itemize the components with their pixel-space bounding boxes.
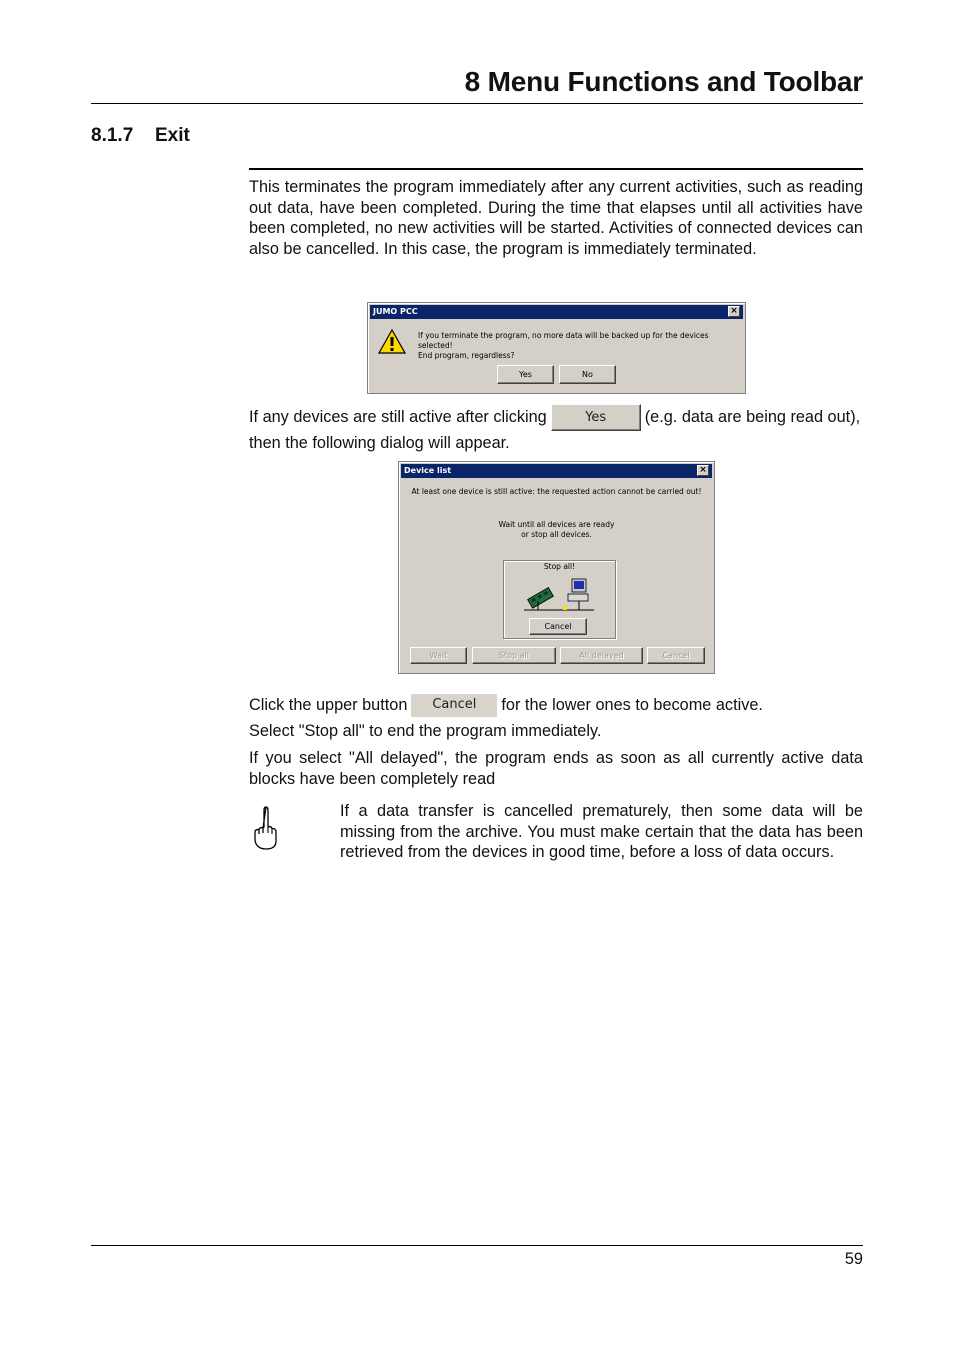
close-button[interactable]: × bbox=[697, 465, 709, 476]
footer-rule bbox=[91, 1245, 863, 1246]
section-title: Exit bbox=[155, 125, 190, 146]
section-number: 8.1.7 bbox=[91, 125, 134, 146]
dialog-instruction-line: Wait until all devices are ready bbox=[498, 520, 615, 529]
stop-all-button[interactable]: Stop all bbox=[472, 647, 556, 664]
dialog-title: JUMO PCC bbox=[373, 307, 418, 316]
dialog-message: At least one device is still active: the requested action cannot be carried out! bbox=[411, 487, 702, 496]
inline-cancel-button: Cancel bbox=[411, 694, 497, 717]
intro-paragraph: This terminates the program immediately after any current activities, such as reading out data, have been completed. During the time that elapses until all activities have been completed, no new activities will be started. Activities of connected devices can also be cancelled. In this case, the program is immediately terminated. bbox=[249, 178, 863, 259]
chapter-title: 8 Menu Functions and Toolbar bbox=[464, 66, 863, 97]
pointing-hand-icon bbox=[252, 805, 278, 851]
page-number: 59 bbox=[844, 1250, 863, 1268]
all-delayed-paragraph: If you select "All delayed", the program ends as soon as all currently active data blocks have been completely read bbox=[249, 749, 863, 788]
close-button[interactable]: × bbox=[728, 306, 740, 317]
dialog-titlebar bbox=[370, 305, 743, 319]
inline-yes-button: Yes bbox=[551, 404, 641, 431]
exit-confirm-dialog bbox=[367, 302, 746, 394]
after-yes-paragraph bbox=[249, 404, 863, 455]
dialog-message-line: End program, regardless? bbox=[418, 351, 515, 360]
wait-button[interactable]: Wait bbox=[410, 647, 467, 664]
device-list-dialog bbox=[398, 461, 715, 674]
section-heading bbox=[91, 125, 190, 147]
header-rule bbox=[91, 103, 863, 104]
group-label: Stop all! bbox=[543, 562, 576, 571]
dialog-title: Device list bbox=[404, 466, 452, 475]
warning-icon bbox=[378, 329, 406, 355]
note-paragraph: If a data transfer is cancelled prematurely, then some data will be missing from the archive. You must make certain that the data has been retrieved from the devices in good time, before a loss of data occurs. bbox=[340, 802, 863, 862]
paragraph-text: for the lower ones to become active. bbox=[501, 696, 763, 714]
dialog-instruction bbox=[399, 520, 714, 540]
paragraph-text: (e.g. data are being read out), then the following dialog will appear. bbox=[249, 407, 861, 452]
stop-all-group bbox=[503, 560, 616, 639]
network-devices-icon bbox=[524, 577, 596, 613]
all-delayed-button[interactable]: All delayed bbox=[560, 647, 643, 664]
stop-all-paragraph: Select "Stop all" to end the program immediately. bbox=[249, 722, 602, 740]
click-upper-paragraph bbox=[249, 694, 863, 717]
cancel-upper-button[interactable]: Cancel bbox=[529, 618, 587, 635]
paragraph-text: If any devices are still active after clicking bbox=[249, 407, 547, 426]
section-rule bbox=[249, 168, 863, 170]
cancel-lower-button[interactable]: Cancel bbox=[647, 647, 705, 664]
dialog-message bbox=[418, 331, 745, 361]
dialog-message-line: If you terminate the program, no more data will be backed up for the devices selected! bbox=[418, 331, 709, 350]
paragraph-text: Click the upper button bbox=[249, 696, 408, 714]
yes-button[interactable]: Yes bbox=[497, 365, 554, 384]
dialog-instruction-line: or stop all devices. bbox=[521, 530, 592, 539]
dialog-titlebar bbox=[401, 464, 712, 478]
no-button[interactable]: No bbox=[559, 365, 616, 384]
